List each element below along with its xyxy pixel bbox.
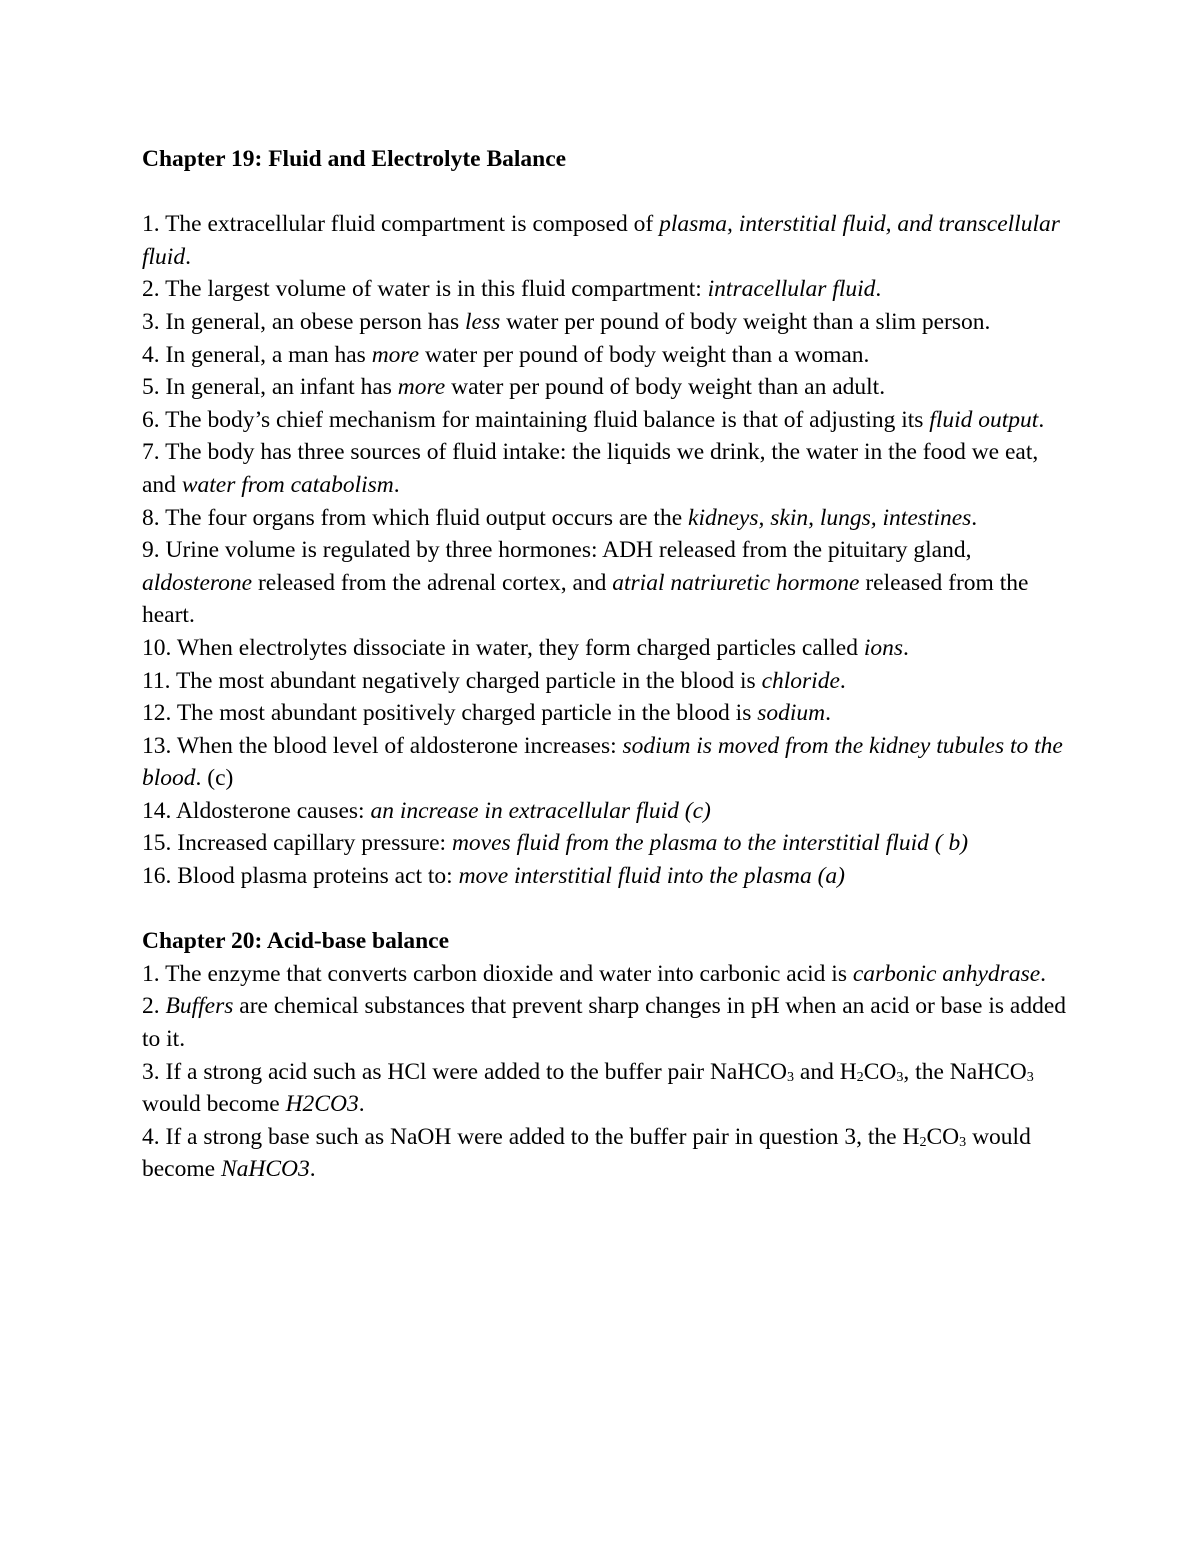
chapter-20-heading: Chapter 20: Acid-base balance xyxy=(142,928,450,955)
answer-text: chloride xyxy=(761,667,840,694)
answer-text: atrial natriuretic hormone xyxy=(612,569,860,596)
question-text: 2. The largest volume of water is in this fluid compartment: xyxy=(142,276,708,303)
chapter-20-answers xyxy=(142,958,1072,1186)
chapter-19-section xyxy=(142,143,1072,893)
answer-item xyxy=(142,436,1072,501)
answer-text: move interstitial fluid into the plasma (a) xyxy=(458,863,845,890)
answer-item xyxy=(142,1056,1072,1121)
answer-item xyxy=(142,208,1072,273)
subscript-text: 2 xyxy=(856,1068,864,1085)
question-text: water per pound of body weight than an adult. xyxy=(445,374,886,401)
answer-text: fluid output xyxy=(929,406,1039,433)
subscript-text: 3 xyxy=(786,1068,795,1085)
answer-item xyxy=(142,306,1072,339)
answer-text: sodium is moved from the kidney tubules to the blood xyxy=(142,732,1063,792)
question-text: . xyxy=(875,276,882,303)
subscript-text: 3 xyxy=(959,1133,967,1150)
answer-text: carbonic anhydrase xyxy=(852,960,1041,987)
answer-item xyxy=(142,534,1072,632)
question-text: water per pound of body weight than a woman. xyxy=(419,341,870,368)
question-text: . (c) xyxy=(195,765,234,792)
question-text: released from the heart. xyxy=(142,569,1029,629)
question-text: 13. When the blood level of aldosterone increases: xyxy=(142,732,623,759)
question-text: , the NaHCO xyxy=(903,1058,1027,1085)
chapter-20-section xyxy=(142,925,1072,1186)
answer-text: NaHCO3 xyxy=(220,1156,310,1183)
question-text: 3. If a strong acid such as HCl were added to the buffer pair NaHCO xyxy=(142,1058,787,1085)
answer-text: moves fluid from the plasma to the interstitial fluid ( b) xyxy=(451,830,969,857)
answer-text: H2CO3 xyxy=(285,1091,359,1118)
question-text: 7. The body has three sources of fluid intake: the liquids we drink, the water in the food we eat, and xyxy=(142,439,1039,498)
subscript-text: 2 xyxy=(919,1133,927,1150)
question-text: 1. The extracellular fluid compartment is composed of xyxy=(142,211,660,238)
answer-text: more xyxy=(371,341,420,368)
question-text: and H xyxy=(794,1058,857,1085)
question-text: CO xyxy=(926,1123,960,1150)
question-text: 6. The body’s chief mechanism for maintaining fluid balance is that of adjusting its xyxy=(142,406,930,433)
answer-text: intracellular fluid xyxy=(707,276,876,303)
question-text: 2. xyxy=(142,993,166,1020)
answer-item xyxy=(142,371,1072,404)
answer-item xyxy=(142,827,1072,860)
question-text: are chemical substances that prevent sharp changes in pH when an acid or base is added to it. xyxy=(142,993,1067,1053)
answer-item xyxy=(142,502,1072,535)
answer-text: kidneys, skin, lungs, intestines xyxy=(688,504,972,531)
answer-text: more xyxy=(397,374,446,401)
answer-text: sodium xyxy=(757,700,826,727)
question-text: . xyxy=(1040,960,1047,987)
question-text: 16. Blood plasma proteins act to: xyxy=(142,863,459,890)
question-text: . xyxy=(358,1091,365,1118)
question-text: would become xyxy=(142,1123,1031,1183)
question-text: 9. Urine volume is regulated by three hormones: ADH released from the pituitary gland, xyxy=(142,537,972,564)
question-text: 3. In general, an obese person has xyxy=(142,308,466,335)
question-text: 4. If a strong base such as NaOH were added to the buffer pair in question 3, the H xyxy=(142,1123,920,1150)
question-text: released from the adrenal cortex, and xyxy=(252,569,613,596)
answer-item xyxy=(142,795,1072,828)
question-text: 4. In general, a man has xyxy=(142,341,372,368)
question-text: 11. The most abundant negatively charged particle in the blood is xyxy=(142,667,762,694)
question-text: . xyxy=(971,504,978,531)
answer-text: ions xyxy=(863,634,904,661)
question-text: 12. The most abundant positively charged particle in the blood is xyxy=(142,700,758,727)
question-text: 10. When electrolytes dissociate in water, they form charged particles called xyxy=(142,634,864,661)
question-text: would become xyxy=(142,1091,286,1118)
answer-item xyxy=(142,697,1072,730)
question-text: 14. Aldosterone causes: xyxy=(142,797,371,824)
question-text: . xyxy=(185,243,191,270)
document-content xyxy=(142,143,1072,1186)
answer-text: plasma, interstitial fluid, and transcellular fluid xyxy=(142,211,1060,270)
subscript-text: 3 xyxy=(1026,1068,1034,1085)
answer-item xyxy=(142,339,1072,372)
answer-item xyxy=(142,273,1072,306)
question-text: CO xyxy=(863,1058,897,1085)
answer-item xyxy=(142,860,1072,893)
question-text: 1. The enzyme that converts carbon dioxide and water into carbonic acid is xyxy=(142,960,853,987)
answer-item xyxy=(142,730,1072,795)
chapter-19-answers xyxy=(142,208,1072,892)
question-text: . xyxy=(839,667,846,694)
question-text: water per pound of body weight than a slim person. xyxy=(500,308,991,335)
answer-item xyxy=(142,632,1072,665)
question-text: . xyxy=(903,634,909,661)
question-text: 15. Increased capillary pressure: xyxy=(142,830,452,857)
answer-text: Buffers xyxy=(165,993,234,1020)
answer-item xyxy=(142,958,1072,991)
answer-text: aldosterone xyxy=(142,569,253,596)
answer-text: water from catabolism xyxy=(181,471,394,498)
answer-item xyxy=(142,404,1072,437)
question-text: . xyxy=(825,700,832,727)
answer-item xyxy=(142,1121,1072,1186)
answer-text: an increase in extracellular fluid (c) xyxy=(370,797,711,824)
chapter-19-heading: Chapter 19: Fluid and Electrolyte Balance xyxy=(142,146,567,172)
question-text: . xyxy=(393,471,400,498)
answer-item xyxy=(142,990,1072,1055)
question-text: 5. In general, an infant has xyxy=(142,374,398,401)
question-text: . xyxy=(309,1156,316,1183)
question-text: 8. The four organs from which fluid output occurs are the xyxy=(142,504,689,531)
subscript-text: 3 xyxy=(896,1068,904,1085)
answer-item xyxy=(142,665,1072,698)
answer-text: less xyxy=(465,308,501,335)
question-text: . xyxy=(1038,406,1045,433)
